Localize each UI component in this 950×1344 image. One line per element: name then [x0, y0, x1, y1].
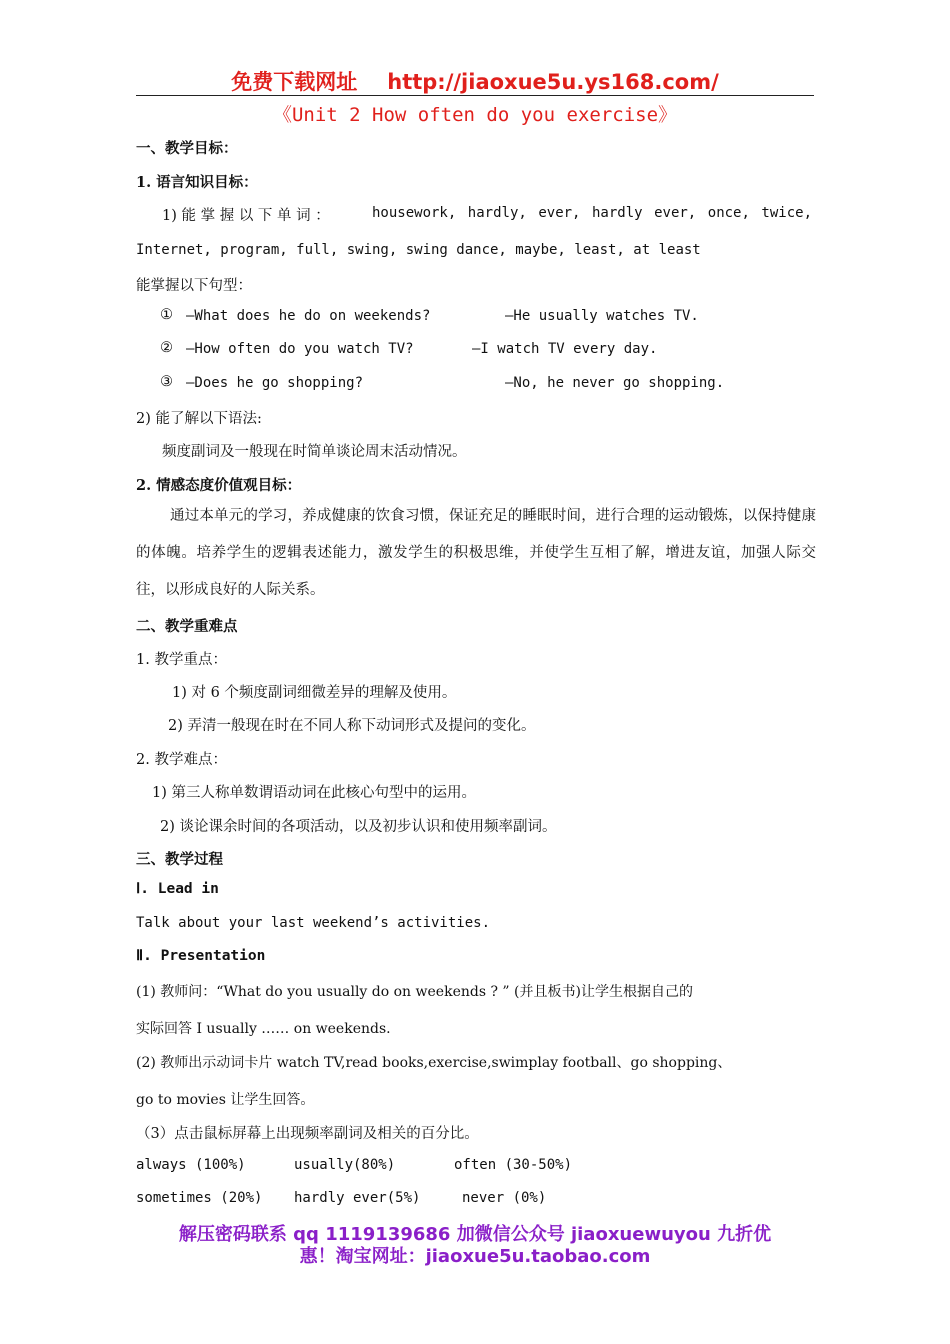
header-rule — [136, 95, 814, 96]
section-2-heading: 二、教学重难点 — [136, 618, 238, 635]
presentation-heading: Ⅱ. Presentation — [136, 948, 266, 964]
presentation-step-2-cont: go to movies 让学生回答。 — [136, 1092, 315, 1108]
frequency-item: usually(80%) — [294, 1157, 396, 1173]
sentence-question: —What does he do on weekends? — [186, 308, 431, 324]
difficult-point-item: 1) 第三人称单数谓语动词在此核心句型中的运用。 — [152, 785, 476, 801]
frequency-item: always (100%) — [136, 1157, 246, 1173]
vocab-line-2: Internet, program, full, swing, swing dance, maybe, least, at least — [136, 242, 701, 258]
grammar-text: 频度副词及一般现在时简单谈论周末活动情况。 — [162, 444, 467, 460]
header-url-link[interactable]: http://jiaoxue5u.ys168.com/ — [387, 70, 719, 94]
lead-in-heading: Ⅰ. Lead in — [136, 881, 219, 897]
sentence-answer: —No, he never go shopping. — [505, 375, 725, 391]
lead-in-text: Talk about your last weekend’s activities. — [136, 915, 491, 931]
key-point-item: 2) 弄清一般现在时在不同人称下动词形式及提问的变化。 — [168, 718, 536, 734]
footer-line-2: 惠！淘宝网址：jiaoxue5u.taobao.com — [299, 1246, 651, 1267]
difficult-points-label: 2. 教学难点： — [136, 752, 227, 768]
sentences-label: 能掌握以下句型： — [136, 278, 252, 294]
sentence-num: ② — [160, 340, 173, 356]
section-1-heading: 一、教学目标： — [136, 140, 238, 157]
sentence-num: ③ — [160, 374, 173, 390]
sentence-answer: —I watch TV every day. — [472, 341, 658, 357]
page-title: 《Unit 2 How often do you exercise》 — [272, 104, 678, 126]
frequency-item: hardly ever(5%) — [294, 1190, 421, 1206]
frequency-item: never (0%) — [462, 1190, 547, 1206]
presentation-step-1-cont: 实际回答 I usually …… on weekends. — [136, 1021, 391, 1037]
page-header — [0, 66, 950, 96]
section-1-2-heading: 2. 情感态度价值观目标： — [136, 477, 302, 494]
presentation-step-2: (2) 教师出示动词卡片 watch TV,read books,exercise,swimplay football、go shopping、 — [136, 1055, 732, 1071]
presentation-step-3: （3）点击鼠标屏幕上出现频率副词及相关的百分比。 — [136, 1126, 479, 1142]
section-1-2-paragraph: 通过本单元的学习，养成健康的饮食习惯，保证充足的睡眠时间，进行合理的运动锻炼，以保持健康的体魄。培养学生的逻辑表述能力，激发学生的积极思维，并使学生互相了解，增进友谊，加强人际交往，以形成良好的人际关系。 — [136, 508, 816, 598]
section-3-heading: 三、教学过程 — [136, 851, 223, 868]
frequency-item: often (30-50%) — [454, 1157, 573, 1173]
key-points-label: 1. 教学重点： — [136, 652, 227, 668]
vocab-line-1: housework, hardly, ever, hardly ever, once, twice, — [372, 205, 812, 221]
sentence-num: ① — [160, 307, 173, 323]
grammar-label: 2) 能了解以下语法: — [136, 411, 262, 427]
sentence-answer: —He usually watches TV. — [505, 308, 699, 324]
footer-line-1: 解压密码联系 qq 1119139686 加微信公众号 jiaoxuewuyou 九折优 — [178, 1224, 772, 1245]
sentence-question: —How often do you watch TV? — [186, 341, 414, 357]
frequency-item: sometimes (20%) — [136, 1190, 263, 1206]
key-point-item: 1) 对 6 个频度副词细微差异的理解及使用。 — [172, 685, 457, 701]
section-1-1-heading: 1. 语言知识目标： — [136, 174, 258, 191]
header-label: 免费下载网址 — [231, 70, 358, 94]
sentence-question: —Does he go shopping? — [186, 375, 364, 391]
presentation-step-1: (1) 教师问：“What do you usually do on weekends ? ” (并且板书)让学生根据自己的 — [136, 984, 693, 1000]
difficult-point-item: 2) 谈论课余时间的各项活动，以及初步认识和使用频率副词。 — [160, 819, 557, 835]
vocab-label: 1) 能 掌 握 以 下 单 词 ： — [162, 208, 330, 224]
